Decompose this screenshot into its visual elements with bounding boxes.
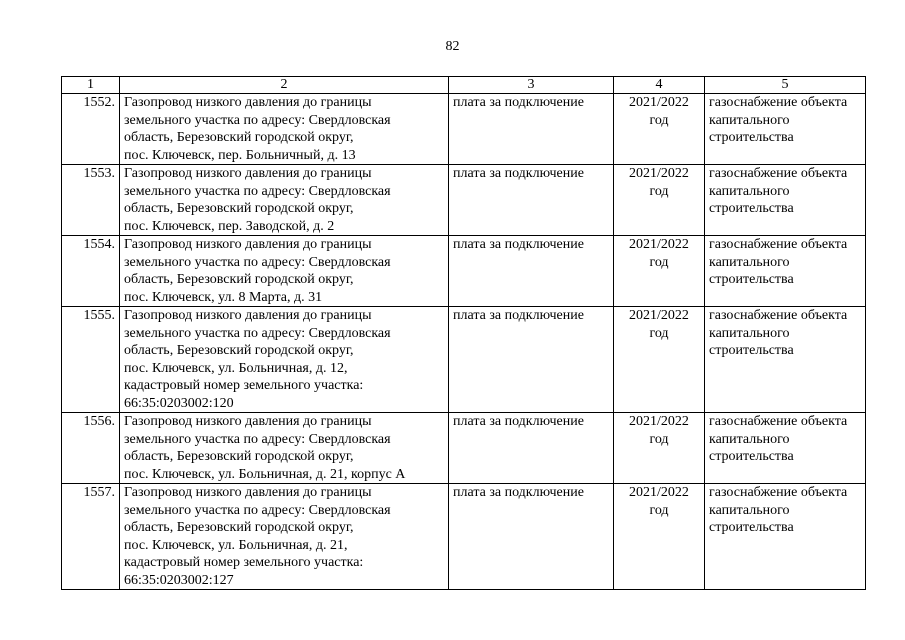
description-line: пос. Ключевск, ул. 8 Марта, д. 31	[124, 289, 323, 305]
description-line: область, Березовский городской округ,	[124, 130, 354, 145]
row-number: 1556.	[62, 413, 120, 484]
purpose	[705, 165, 866, 236]
row-number: 1555.	[62, 307, 120, 413]
fee-type: плата за подключение	[449, 413, 614, 484]
fee-type: плата за подключение	[449, 165, 614, 236]
purpose	[705, 484, 866, 590]
row-number: 1554.	[62, 236, 120, 307]
purpose-line: капитального	[709, 431, 790, 447]
purpose	[705, 413, 866, 484]
description-line: область, Березовский городской округ,	[124, 201, 354, 216]
page-number: 82	[445, 39, 460, 54]
description-line: область, Березовский городской округ,	[124, 520, 354, 535]
description-line: земельного участка по адресу: Свердловская	[124, 112, 391, 128]
table-row	[62, 236, 866, 307]
description-line: Газопровод низкого давления до границы	[124, 414, 372, 429]
purpose-line: газоснабжение объекта	[709, 414, 848, 429]
purpose-line: газоснабжение объекта	[709, 237, 848, 252]
purpose-line: газоснабжение объекта	[709, 95, 848, 110]
period-line: год	[649, 254, 669, 270]
period-line: год	[649, 325, 669, 341]
table-row	[62, 307, 866, 413]
header-col-3: 3	[449, 77, 614, 94]
header-col-1: 1	[62, 77, 120, 94]
description-line: земельного участка по адресу: Свердловская	[124, 254, 391, 270]
description-line: пос. Ключевск, ул. Больничная, д. 21, корпус А	[124, 466, 406, 482]
object-description	[120, 165, 449, 236]
object-description	[120, 484, 449, 590]
period-line: год	[649, 502, 669, 518]
description-line: область, Березовский городской округ,	[124, 343, 354, 358]
period	[614, 307, 705, 413]
purpose-line: строительства	[709, 130, 794, 145]
purpose-line: газоснабжение объекта	[709, 485, 848, 500]
description-line: пос. Ключевск, ул. Больничная, д. 12,	[124, 360, 348, 376]
header-col-4: 4	[614, 77, 705, 94]
description-line: Газопровод низкого давления до границы	[124, 485, 372, 500]
object-description	[120, 413, 449, 484]
purpose	[705, 236, 866, 307]
description-line: Газопровод низкого давления до границы	[124, 166, 372, 181]
row-number: 1552.	[62, 94, 120, 165]
fee-type: плата за подключение	[449, 307, 614, 413]
table-body	[62, 94, 866, 590]
period	[614, 413, 705, 484]
description-line: пос. Ключевск, пер. Больничный, д. 13	[124, 147, 356, 163]
period-line: 2021/2022	[629, 95, 689, 110]
description-line: пос. Ключевск, ул. Больничная, д. 21,	[124, 537, 348, 553]
purpose	[705, 307, 866, 413]
description-line: область, Березовский городской округ,	[124, 272, 354, 287]
purpose-line: строительства	[709, 449, 794, 464]
object-description	[120, 236, 449, 307]
description-line: кадастровый номер земельного участка:	[124, 378, 364, 393]
purpose-line: строительства	[709, 520, 794, 535]
period	[614, 484, 705, 590]
description-line: 66:35:0203002:127	[124, 572, 234, 588]
description-line: земельного участка по адресу: Свердловская	[124, 502, 391, 518]
fee-type: плата за подключение	[449, 94, 614, 165]
fee-type: плата за подключение	[449, 484, 614, 590]
period	[614, 94, 705, 165]
period	[614, 236, 705, 307]
description-line: кадастровый номер земельного участка:	[124, 555, 364, 570]
period-line: 2021/2022	[629, 166, 689, 181]
description-line: Газопровод низкого давления до границы	[124, 237, 372, 252]
description-line: земельного участка по адресу: Свердловская	[124, 325, 391, 341]
purpose-line: капитального	[709, 183, 790, 199]
purpose-line: газоснабжение объекта	[709, 308, 848, 323]
purpose	[705, 94, 866, 165]
period-line: 2021/2022	[629, 308, 689, 323]
period-line: 2021/2022	[629, 485, 689, 500]
row-number: 1553.	[62, 165, 120, 236]
purpose-line: газоснабжение объекта	[709, 166, 848, 181]
period-line: год	[649, 431, 669, 447]
purpose-line: строительства	[709, 343, 794, 358]
period-line: год	[649, 112, 669, 128]
purpose-line: капитального	[709, 325, 790, 341]
table-row	[62, 165, 866, 236]
row-number: 1557.	[62, 484, 120, 590]
header-col-2: 2	[120, 77, 449, 94]
description-line: область, Березовский городской округ,	[124, 449, 354, 464]
object-description	[120, 307, 449, 413]
purpose-line: капитального	[709, 112, 790, 128]
description-line: 66:35:0203002:120	[124, 395, 234, 411]
description-line: Газопровод низкого давления до границы	[124, 95, 372, 110]
purpose-line: капитального	[709, 502, 790, 518]
table-row	[62, 94, 866, 165]
purpose-line: строительства	[709, 272, 794, 287]
period-line: год	[649, 183, 669, 199]
purpose-line: строительства	[709, 201, 794, 216]
table-header-row	[62, 77, 866, 94]
period-line: 2021/2022	[629, 237, 689, 252]
fee-type: плата за подключение	[449, 236, 614, 307]
period	[614, 165, 705, 236]
table-row	[62, 413, 866, 484]
description-line: пос. Ключевск, пер. Заводской, д. 2	[124, 218, 335, 234]
purpose-line: капитального	[709, 254, 790, 270]
table-row	[62, 484, 866, 590]
description-line: земельного участка по адресу: Свердловская	[124, 183, 391, 199]
description-line: Газопровод низкого давления до границы	[124, 308, 372, 323]
register-table	[61, 76, 866, 590]
description-line: земельного участка по адресу: Свердловская	[124, 431, 391, 447]
header-col-5: 5	[705, 77, 866, 94]
period-line: 2021/2022	[629, 414, 689, 429]
object-description	[120, 94, 449, 165]
